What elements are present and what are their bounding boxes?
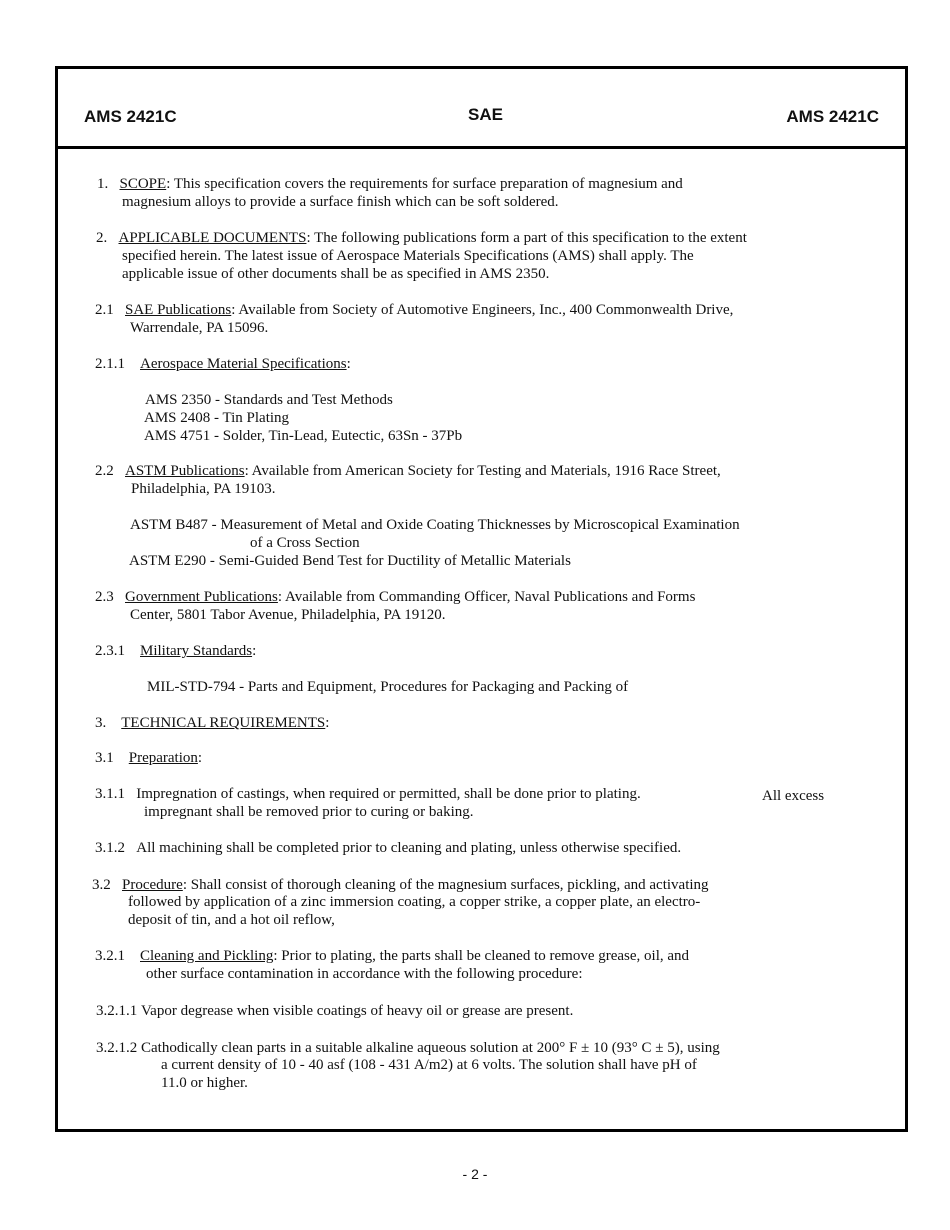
section-3-1-title: Preparation: [128, 750, 198, 766]
ams-list-item: AMS 2408 - Tin Plating: [144, 410, 290, 426]
section-3-2-1-2-line-1: 3.2.1.2 Cathodically clean parts in a suitable alkaline aqueous solution at 200° F ± 10 (93° C ± 5), using: [96, 1040, 720, 1056]
header-doc-id-right: AMS 2421C: [786, 107, 879, 126]
section-2-title: APPLICABLE DOCUMENTS: [118, 230, 307, 246]
section-2-1-1-title: Aerospace Material Specifications: [140, 356, 347, 372]
section-2-1-1-line: 2.1.1 Aerospace Material Specifications:: [95, 356, 351, 372]
section-2-3-1-title: Military Standards: [140, 643, 253, 659]
section-2-2-line-1: 2.2 ASTM Publications: Available from American Society for Testing and Materials, 1916 Race Street,: [95, 463, 721, 479]
section-3-1-1-line-1: 3.1.1 Impregnation of castings, when required or permitted, shall be done prior to plating.: [95, 786, 641, 802]
section-3-title: TECHNICAL REQUIREMENTS: [121, 715, 326, 731]
section-2-3-1-line: 2.3.1 Military Standards:: [95, 643, 257, 659]
section-2-1-line-2: Warrendale, PA 15096.: [130, 320, 269, 336]
ams-list-item: AMS 2350 - Standards and Test Methods: [145, 392, 393, 408]
section-2-1-line-1: 2.1 SAE Publications: Available from Society of Automotive Engineers, Inc., 400 Commonwealth Drive,: [95, 302, 734, 318]
section-3-1-1-line-1-end: All excess: [762, 788, 825, 804]
section-2-line-2: specified herein. The latest issue of Aerospace Materials Specifications (AMS) shall apply. The: [122, 248, 694, 264]
section-2-3-line-2: Center, 5801 Tabor Avenue, Philadelphia, PA 19120.: [130, 607, 446, 623]
astm-list-item-continuation: of a Cross Section: [250, 535, 360, 551]
section-3-2-1-title: Cleaning and Pickling: [140, 948, 274, 964]
mil-list-item: MIL-STD-794 - Parts and Equipment, Procedures for Packaging and Packing of: [147, 679, 629, 695]
section-3-2-title: Procedure: [122, 877, 183, 893]
section-3-1-1-line-2: impregnant shall be removed prior to curing or baking.: [144, 804, 474, 820]
section-3-2-1-line-2: other surface contamination in accordance with the following procedure:: [146, 966, 583, 982]
astm-list-item: ASTM B487 - Measurement of Metal and Oxide Coating Thicknesses by Microscopical Examination: [130, 517, 740, 533]
section-3-1-2-line: 3.1.2 All machining shall be completed prior to cleaning and plating, unless otherwise specified.: [95, 840, 682, 856]
header-doc-id-left: AMS 2421C: [84, 107, 177, 126]
section-3-2-1-1-line: 3.2.1.1 Vapor degrease when visible coatings of heavy oil or grease are present.: [96, 1003, 574, 1019]
document-header: [58, 69, 905, 149]
section-3-1-line: 3.1 Preparation:: [95, 750, 203, 766]
section-2-3-line-1: 2.3 Government Publications: Available from Commanding Officer, Naval Publications and Forms: [95, 589, 696, 605]
section-3-2-line-2: followed by application of a zinc immersion coating, a copper strike, a copper plate, an electro-: [128, 894, 701, 910]
astm-list-item: ASTM E290 - Semi-Guided Bend Test for Ductility of Metallic Materials: [129, 553, 571, 569]
section-2-line-1: 2. APPLICABLE DOCUMENTS: The following publications form a part of this specification to the extent: [96, 230, 747, 246]
section-3-2-1-2-line-2: a current density of 10 - 40 asf (108 - 431 A/m2) at 6 volts. The solution shall have pH of: [161, 1057, 697, 1073]
header-org: SAE: [468, 105, 503, 124]
section-3-2-1-line-1: 3.2.1 Cleaning and Pickling: Prior to plating, the parts shall be cleaned to remove grease, oil, and: [95, 948, 690, 964]
section-1-line-1: 1. SCOPE: This specification covers the requirements for surface preparation of magnesium and: [97, 176, 683, 192]
ams-list-item: AMS 4751 - Solder, Tin-Lead, Eutectic, 63Sn - 37Pb: [144, 428, 463, 444]
section-3-line: 3. TECHNICAL REQUIREMENTS:: [95, 715, 330, 731]
section-1-title: SCOPE: [119, 176, 167, 192]
section-2-3-title: Government Publications: [125, 589, 278, 605]
section-3-2-1-2-line-3: 11.0 or higher.: [161, 1075, 248, 1091]
section-2-2-line-2: Philadelphia, PA 19103.: [131, 481, 276, 497]
section-2-line-3: applicable issue of other documents shall be as specified in AMS 2350.: [122, 266, 550, 282]
section-3-2-line-1: 3.2 Procedure: Shall consist of thorough cleaning of the magnesium surfaces, pickling, and activating: [92, 877, 709, 893]
section-2-1-title: SAE Publications: [125, 302, 232, 318]
section-3-2-line-3: deposit of tin, and a hot oil reflow,: [128, 912, 335, 928]
section-2-2-title: ASTM Publications: [125, 463, 245, 479]
section-1-line-2: magnesium alloys to provide a surface finish which can be soft soldered.: [122, 194, 559, 210]
page-number: - 2 -: [462, 1166, 488, 1182]
